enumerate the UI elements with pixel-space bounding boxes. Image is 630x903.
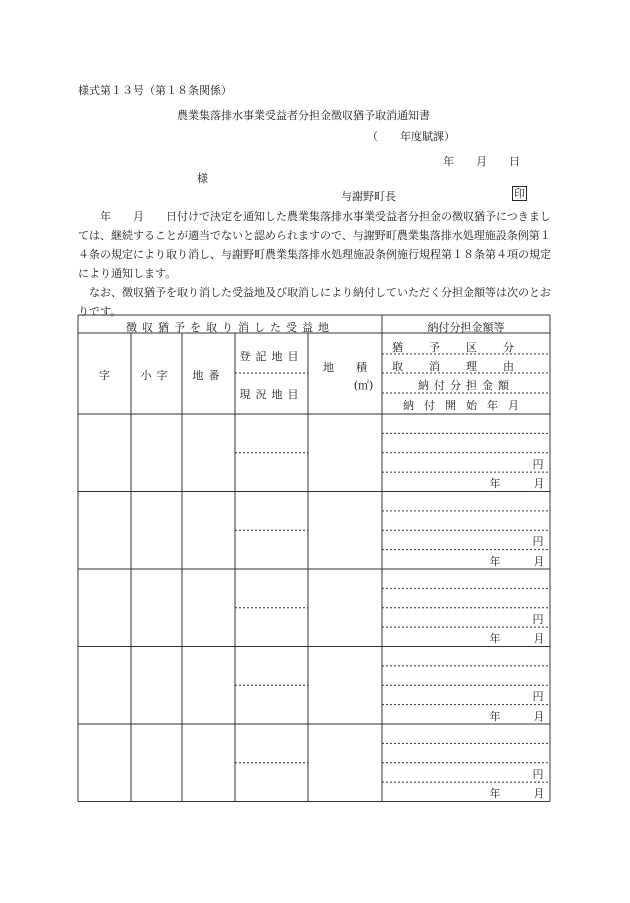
unit-year-month: 年 月 [489,632,545,646]
unit-yen: 円 [532,767,544,781]
fiscal-year-note: （ 年度賦課） [367,130,455,143]
col-current: 現況地目 [239,388,304,401]
header-land: 徴収猶予を取り消した受益地 [126,321,334,334]
col-chiban: 地番 [192,369,225,382]
sub-start: 納付開始年月 [403,399,529,412]
seal-text: 印 [514,187,525,200]
issuer-name: 与謝野町長 [341,190,396,203]
addressee-suffix: 様 [197,172,208,185]
unit-year-month: 年 月 [489,554,545,568]
col-area-unit: (㎡) [353,379,374,392]
col-koaza: 小字 [140,369,173,382]
col-aza: 字 [99,369,110,382]
sub-amount: 納付分担金額 [418,379,514,392]
unit-year-month: 年 月 [489,709,545,723]
date-line: 年 月 日 [443,155,520,168]
sub-deferral-type: 猶予区分 [392,341,540,354]
unit-yen: 円 [532,612,544,626]
form-number: 様式第１３号（第１８条関係） [78,84,232,97]
unit-year-month: 年 月 [489,787,545,801]
col-registered: 登記地目 [239,350,304,363]
body-paragraph-2: なお、徴収猶予を取り消した受益地及び取消しにより納付していただく分担金額等は次のとおりです。 [78,286,551,318]
col-area: 地 積 [323,361,367,374]
body-paragraph-1: 年 月 日付けで決定を通知した農業集落排水事業受益者分担金の徴収猶予につきましては、継続することが適当でないと認められますので、与謝野町農業集落排水処理施設条例第１４条の規定により取り消し、与謝野町農業集落排水処理施設条例施行規程第１８条第４項の規定により通知します。 [78,210,551,280]
unit-yen: 円 [532,690,544,704]
header-amount: 納付分担金額等 [427,321,505,334]
unit-yen: 円 [532,457,544,471]
sub-cancel-reason: 取消理由 [392,360,540,373]
unit-year-month: 年 月 [489,477,545,491]
document-title: 農業集落排水事業受益者分担金徴収猶予取消通知書 [177,109,430,122]
unit-yen: 円 [532,535,544,549]
